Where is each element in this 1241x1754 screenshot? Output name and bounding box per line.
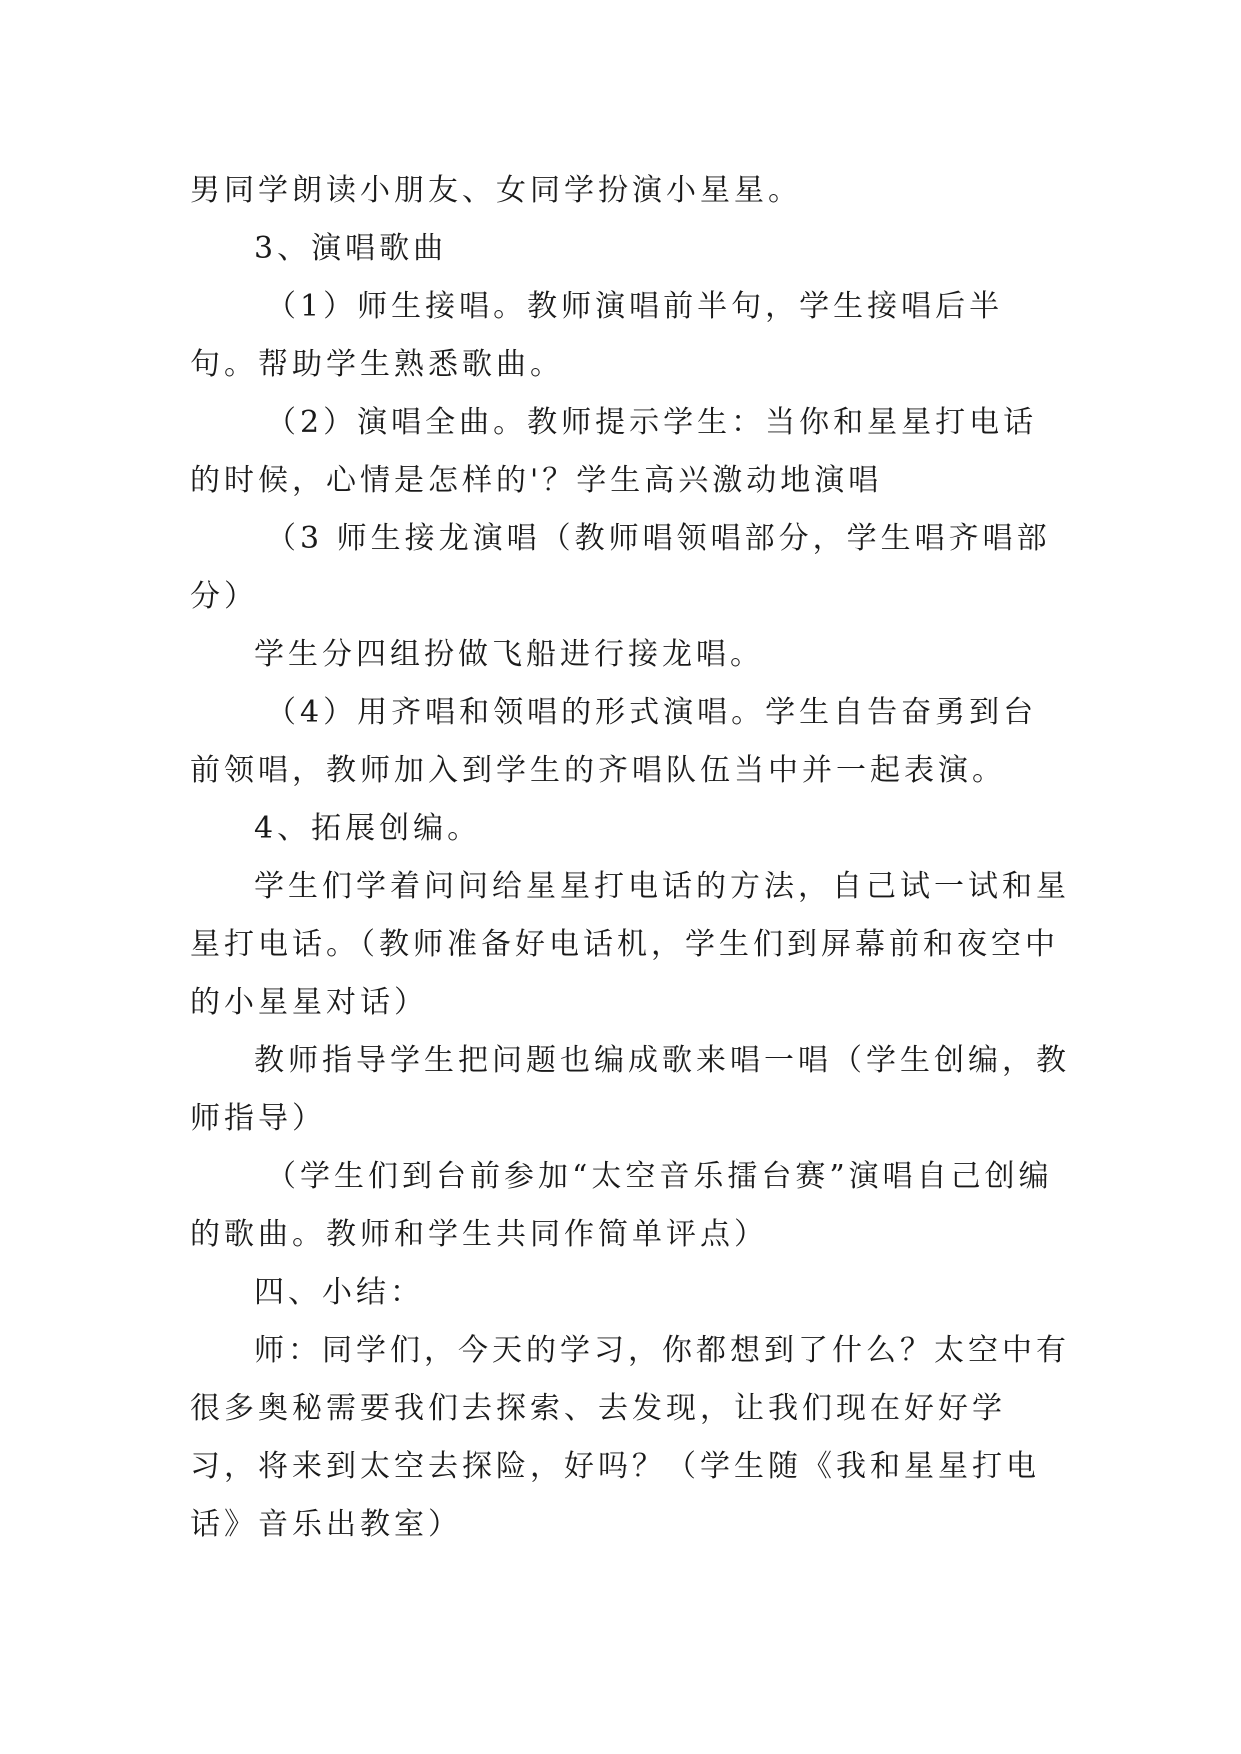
list-item-4: （4）用齐唱和领唱的形式演唱。学生自告奋勇到台前领唱，教师加入到学生的齐唱队伍当中并一起表演。 bbox=[190, 695, 1038, 788]
paragraph-continuation: 男同学朗读小朋友、女同学扮演小星星。 bbox=[190, 173, 802, 208]
list-item-3: （3 师生接龙演唱（教师唱领唱部分，学生唱齐唱部分） bbox=[190, 521, 1051, 614]
section-heading-summary: 四、小结： bbox=[254, 1275, 424, 1310]
paragraph-closing: 师：同学们，今天的学习，你都想到了什么？太空中有很多奥秘需要我们去探索、去发现，让我们现在好好学习，将来到太空去探险，好吗？（学生随《我和星星打电话》音乐出教室） bbox=[190, 1333, 1070, 1542]
section-heading-sing-song: 3、演唱歌曲 bbox=[254, 231, 448, 266]
document-body bbox=[190, 162, 1070, 1554]
paragraph-teacher-guidance: 教师指导学生把问题也编成歌来唱一唱（学生创编，教师指导） bbox=[190, 1043, 1070, 1136]
paragraph-phone-stars: 学生们学着问问给星星打电话的方法，自己试一试和星星打电话。（教师准备好电话机，学生们到屏幕前和夜空中的小星星对话） bbox=[190, 869, 1070, 1020]
list-item-1: （1）师生接唱。教师演唱前半句，学生接唱后半句。帮助学生熟悉歌曲。 bbox=[190, 289, 1004, 382]
paragraph-contest: （学生们到台前参加“太空音乐擂台赛”演唱自己创编的歌曲。教师和学生共同作简单评点） bbox=[190, 1159, 1053, 1252]
paragraph-group-singing: 学生分四组扮做飞船进行接龙唱。 bbox=[254, 637, 764, 672]
list-item-2: （2）演唱全曲。教师提示学生：当你和星星打电话的时候，心情是怎样的'？学生高兴激动地演唱 bbox=[190, 405, 1038, 498]
section-heading-extension: 4、拓展创编。 bbox=[254, 811, 482, 846]
